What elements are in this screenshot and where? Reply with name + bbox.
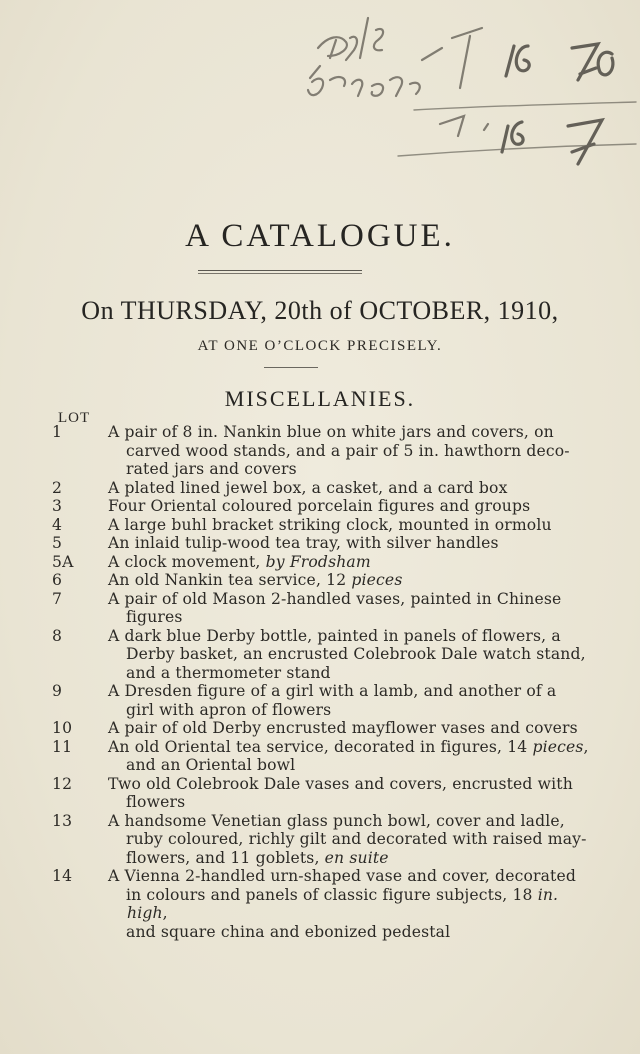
pencil-annotations [0,0,640,175]
lot-description-line: An old Nankin tea service, 12 pieces [108,571,403,589]
lot-description-line: A Dresden figure of a girl with a lamb, and another of a [108,682,557,700]
lot-item [52,479,592,498]
lot-description [109,867,592,941]
lot-description-line: An inlaid tulip-wood tea tray, with silver handles [108,534,499,552]
lot-description [109,534,592,553]
section-heading: MISCELLANIES. [224,386,416,411]
lot-number: 10 [52,719,73,737]
lot-item [52,516,592,535]
lot-list [52,423,592,941]
lot-description [109,775,592,812]
lot-description [109,553,592,572]
lot-item [52,682,592,719]
section-divider [264,367,318,368]
lot-description [109,571,592,590]
lot-description-continuation: Derby basket, an encrusted Colebrook Dale watch stand, [126,645,586,663]
lot-description-continuation: and an Oriental bowl [126,756,296,774]
lot-item [52,812,592,868]
lot-description-continuation: in colours and panels of classic figure subjects, 18 in. high, [126,885,559,922]
lot-item [52,590,592,627]
lot-item [52,627,592,683]
lot-number: 11 [52,737,73,756]
lot-number: 1 [52,423,63,441]
lot-description-line: Four Oriental coloured porcelain figures and groups [108,497,531,515]
lot-number: 3 [52,497,63,515]
lot-description-continuation: flowers [126,793,186,811]
lot-description [109,812,592,868]
lot-number: 13 [52,811,73,830]
lot-description-line: A large buhl bracket striking clock, mounted in ormolu [108,515,552,534]
lot-item [52,738,592,775]
title-rule-secondary [198,273,362,274]
lot-item [52,867,592,941]
lot-description [109,423,592,479]
lot-number: 7 [52,589,63,608]
lot-number: 8 [52,626,63,645]
lot-description-line: A handsome Venetian glass punch bowl, cover and ladle, [108,811,565,830]
lot-description [109,627,592,683]
sale-date: On THURSDAY, 20th of OCTOBER, 1910, [81,296,559,325]
lot-column-header: LOT [58,410,91,426]
lot-description [109,479,592,498]
lot-description-continuation: girl with apron of flowers [126,700,332,719]
lot-description-continuation: ruby coloured, richly gilt and decorated with raised may- [126,830,587,848]
lot-number: 4 [52,515,63,534]
lot-item [52,553,592,572]
sale-time: AT ONE O’CLOCK PRECISELY. [197,338,443,354]
lot-description-continuation: figures [126,608,183,626]
lot-description-line: A plated lined jewel box, a casket, and a card box [108,478,508,497]
lot-description [109,590,592,627]
lot-item [52,423,592,479]
lot-description-line: Two old Colebrook Dale vases and covers, encrusted with [108,774,573,793]
lot-description [109,516,592,535]
lot-item [52,719,592,738]
lot-description [109,719,592,738]
lot-number: 9 [52,682,63,700]
lot-description-line: A dark blue Derby bottle, painted in panels of flowers, a [108,626,561,645]
lot-description-continuation: and a thermometer stand [126,663,331,682]
lot-number: 2 [52,478,63,497]
lot-item [52,775,592,812]
lot-item [52,571,592,590]
lot-description-line: A pair of 8 in. Nankin blue on white jars and covers, on [108,423,554,441]
lot-description-continuation: carved wood stands, and a pair of 5 in. hawthorn deco- [126,441,570,460]
lot-description-continuation: rated jars and covers [126,460,297,478]
lot-description-line: A pair of old Derby encrusted mayflower vases and covers [108,719,578,737]
lot-description [109,682,592,719]
lot-description-continuation: and square china and ebonized pedestal [126,922,451,941]
lot-description-line: An old Oriental tea service, decorated in figures, 14 pieces, [108,737,589,756]
title-rule [198,270,362,271]
lot-number: 5 [52,534,63,552]
lot-description [109,497,592,516]
lot-number: 5A [52,552,74,571]
lot-description-line: A Vienna 2-handled urn-shaped vase and cover, decorated [108,867,576,885]
lot-description [109,738,592,775]
lot-item [52,497,592,516]
catalogue-title: A CATALOGUE. [185,218,455,254]
lot-description-line: A clock movement, by Frodsham [108,552,371,571]
lot-number: 6 [52,571,63,589]
lot-description-line: A pair of old Mason 2-handled vases, painted in Chinese [108,589,562,608]
lot-description-continuation: flowers, and 11 goblets, en suite [126,848,389,867]
lot-number: 14 [52,867,73,885]
lot-number: 12 [52,774,73,793]
lot-item [52,534,592,553]
